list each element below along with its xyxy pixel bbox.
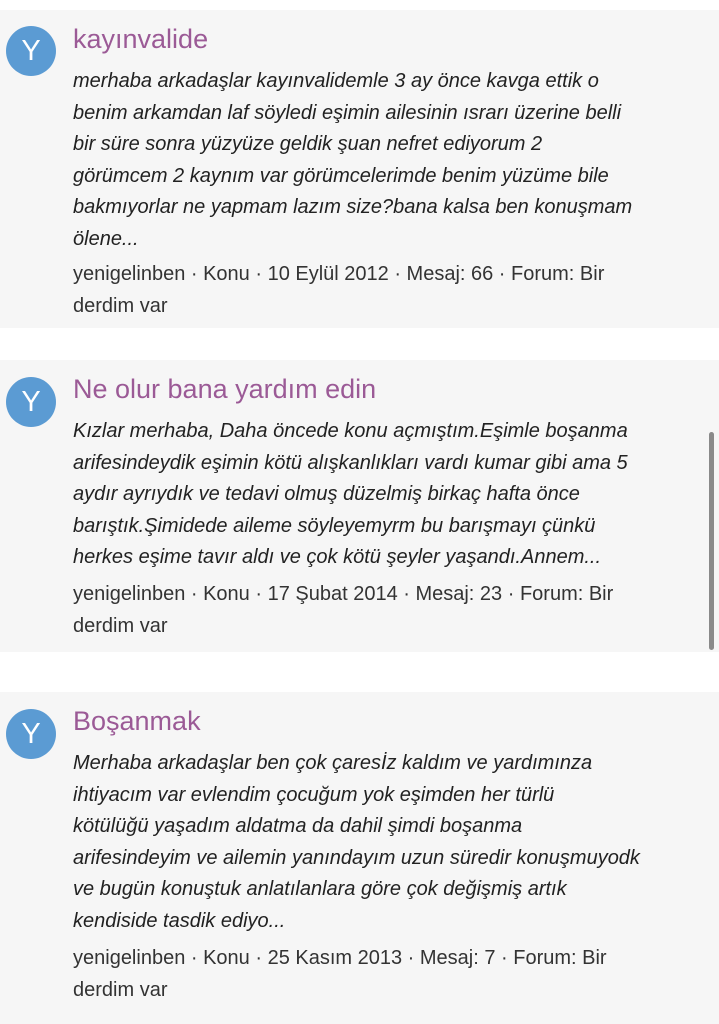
search-result-card[interactable] (0, 360, 719, 652)
result-title-link[interactable]: kayınvalide (73, 24, 209, 54)
meta-line: yenigelinben · Konu · 10 Eylül 2012 · Mesaj: 66 · Forum: Bir (73, 263, 605, 285)
meta-line: derdim var (73, 615, 168, 637)
snippet-line: herkes eşime tavır aldı ve çok kötü şeyler yaşandı.Annem... (73, 546, 602, 569)
search-result-card[interactable] (0, 692, 719, 1024)
snippet-line: ve bugün konuştuk anlatılanlara göre çok değişmiş artık (73, 878, 567, 901)
scrollbar-thumb[interactable] (709, 432, 714, 650)
result-meta (73, 578, 713, 642)
result-title-link[interactable]: Ne olur bana yardım edin (73, 374, 377, 404)
result-snippet (73, 748, 713, 938)
meta-line: derdim var (73, 295, 168, 317)
snippet-line: görümcem 2 kaynım var görümcelerimde benim yüzüme bile (73, 164, 609, 187)
meta-line: derdim var (73, 979, 168, 1001)
result-snippet (73, 66, 713, 256)
result-title-link[interactable]: Boşanmak (73, 706, 201, 736)
snippet-line: kendiside tasdik ediyo... (73, 909, 286, 932)
result-meta (73, 258, 713, 322)
snippet-line: arifesindeyim ve ailemin yanındayım uzun süredir konuşmuyodk (73, 846, 640, 869)
avatar[interactable]: Y (6, 26, 56, 76)
snippet-line: merhaba arkadaşlar kayınvalidemle 3 ay önce kavga ettik o (73, 70, 599, 92)
result-snippet (73, 416, 713, 574)
meta-line: yenigelinben · Konu · 25 Kasım 2013 · Mesaj: 7 · Forum: Bir (73, 947, 607, 969)
snippet-line: barıştık.Şimidede aileme söyleyemyrm bu barışmayı çünkü (73, 514, 596, 537)
search-result-card[interactable] (0, 10, 719, 328)
snippet-line: ölene... (73, 227, 139, 250)
snippet-line: benim arkamdan laf söyledi eşimin ailesinin ısrarı üzerine belli (73, 101, 622, 124)
snippet-line: ihtiyacım var evlendim çocuğum yok eşimden her türlü (73, 783, 555, 806)
meta-line: yenigelinben · Konu · 17 Şubat 2014 · Mesaj: 23 · Forum: Bir (73, 583, 614, 605)
snippet-line: aydır ayrıydık ve tedavi olmuş düzelmiş birkaç hafta önce (73, 483, 580, 506)
result-meta (73, 942, 713, 1006)
avatar[interactable]: Y (6, 709, 56, 759)
snippet-line: Merhaba arkadaşlar ben çok çaresİz kaldım ve yardımınza (73, 752, 593, 774)
snippet-line: arifesindeydik eşimin kötü alışkanlıkları vardı kumar gibi ama 5 (73, 451, 628, 474)
snippet-line: bir süre sonra yüzyüze geldik şuan nefret ediyorum 2 (73, 133, 543, 156)
snippet-line: bakmıyorlar ne yapmam lazım size?bana kalsa ben konuşmam (73, 196, 633, 219)
snippet-line: kötülüğü yaşadım aldatma da dahil şimdi boşanma (73, 815, 523, 838)
snippet-line: Kızlar merhaba, Daha öncede konu açmıştım.Eşimle boşanma (73, 420, 628, 442)
avatar[interactable]: Y (6, 377, 56, 427)
